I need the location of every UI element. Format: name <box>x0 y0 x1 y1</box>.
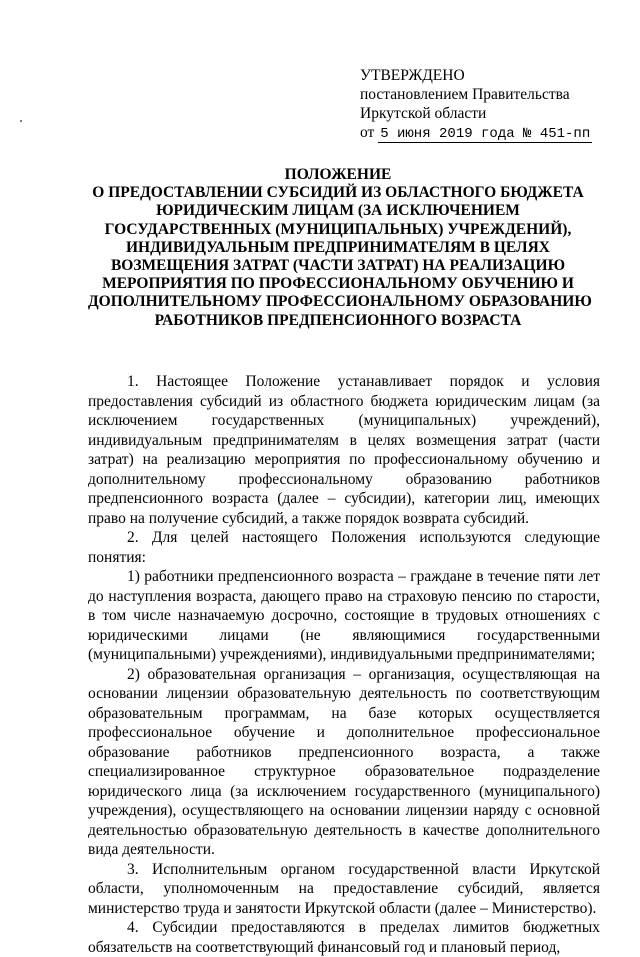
approval-heading: УТВЕРЖДЕНО <box>360 67 465 84</box>
title-line: ГОСУДАРСТВЕННЫХ (МУНИЦИПАЛЬНЫХ) УЧРЕЖДЕНИЙ), <box>104 220 572 238</box>
paragraph-2-item-1: 1) работники предпенсионного возраста – граждане в течение пяти лет до наступления возраста, дающего право на страховую пенсию по старости, в том числе назначаемую досрочно, состоящие в трудовых отношениях с юридическими лицами (не являющимися государственными (муниципальными) учреждениями), индивидуальными предпринимателями; <box>88 568 600 663</box>
approval-region: Иркутской области <box>360 105 487 122</box>
approval-date-prefix: от <box>360 124 375 141</box>
title-line: ПОЛОЖЕНИЕ <box>284 166 392 183</box>
paragraph-2-item-2: 2) образовательная организация – организация, осуществляющая на основании лицензии образовательную деятельность по соответствующим образовательным программам, на базе которых осуществляется профессиональное обучение и дополнительное профессиональное образование работников предпенсионного возраста, а также специализированное структурное образовательное подразделение юридического лица (за исключением государственного (муниципального) учреждения), осуществляющего на основании лицензии наряду с основной деятельностью образовательную деятельность в качестве дополнительного вида деятельности. <box>88 665 600 858</box>
approval-date-value: 5 июня 2019 года № 451-пп <box>380 126 591 142</box>
paragraph-4: 4. Субсидии предоставляются в пределах лимитов бюджетных обязательств на соответствующий финансовый год и плановый период, <box>88 919 600 956</box>
approval-issuer: постановлением Правительства <box>360 86 570 103</box>
scan-speck <box>20 120 22 122</box>
title-line: ДОПОЛНИТЕЛЬНОМУ ПРОФЕССИОНАЛЬНОМУ ОБРАЗОВАНИЮ <box>88 293 592 311</box>
document-body <box>88 372 600 957</box>
title-line: ВОЗМЕЩЕНИЯ ЗАТРАТ (ЧАСТИ ЗАТРАТ) НА РЕАЛИЗАЦИЮ <box>110 257 566 275</box>
title-line: ИНДИВИДУАЛЬНЫМ ПРЕДПРИНИМАТЕЛЯМ В ЦЕЛЯХ <box>125 238 550 256</box>
title-line: МЕРОПРИЯТИЯ ПО ПРОФЕССИОНАЛЬНОМУ ОБУЧЕНИЮ И <box>102 275 574 293</box>
paragraph-3: 3. Исполнительным органом государственной власти Иркутской области, уполномоченным на предоставление субсидий, является министерство труда и занятости Иркутской области (далее – Министерство). <box>88 860 600 917</box>
approval-stamp <box>360 66 620 144</box>
paragraph-1: 1. Настоящее Положение устанавливает порядок и условия предоставления субсидий из областного бюджета юридическим лицам (за исключением государственных (муниципальных) учреждений), индивидуальным предпринимателям в целях возмещения затрат (части затрат) на реализацию мероприятия по профессиональному обучению и дополнительному профессиональному образованию работников предпенсионного возраста (далее – субсидии), категории лиц, имеющих право на получение субсидий, а также порядок возврата субсидий. <box>88 373 600 527</box>
paragraph-2: 2. Для целей настоящего Положения используются следующие понятия: <box>88 529 600 566</box>
document-title <box>88 166 592 330</box>
title-line: РАБОТНИКОВ ПРЕДПЕНСИОННОГО ВОЗРАСТА <box>154 311 522 329</box>
title-line: ЮРИДИЧЕСКИМ ЛИЦАМ (ЗА ИСКЛЮЧЕНИЕМ <box>156 202 520 220</box>
approval-date-line <box>360 123 620 144</box>
title-line: О ПРЕДОСТАВЛЕНИИ СУБСИДИЙ ИЗ ОБЛАСТНОГО БЮДЖЕТА <box>92 184 584 202</box>
